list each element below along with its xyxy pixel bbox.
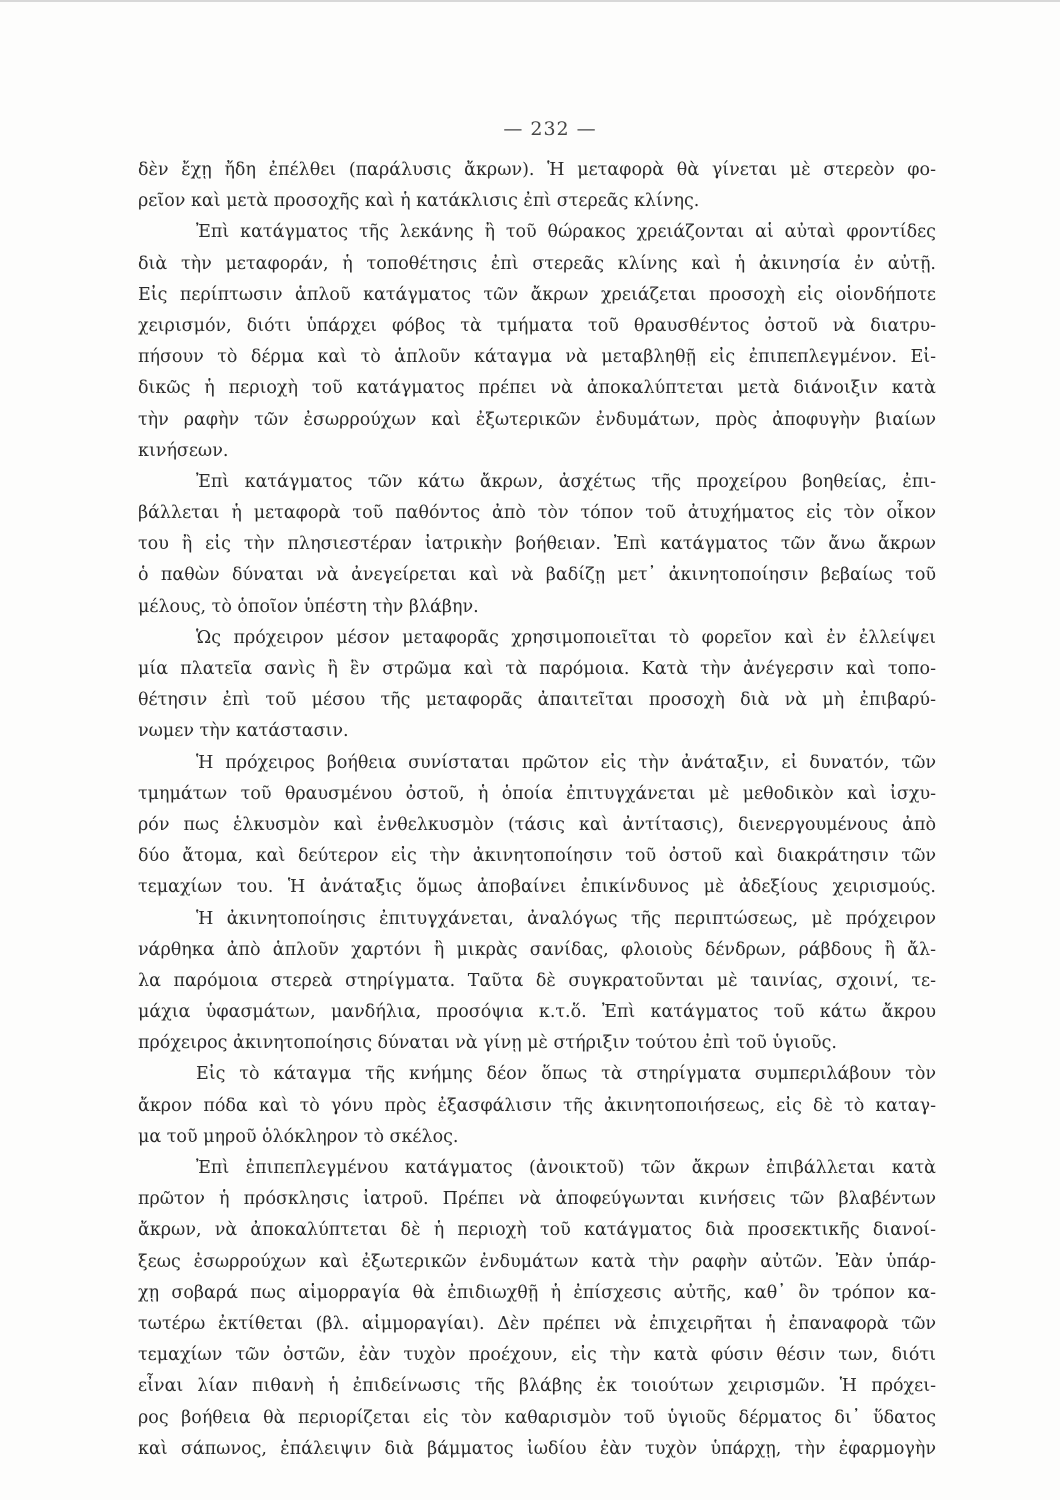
text-line: δύο ἄτομα, καὶ δεύτερον εἰς τὴν ἀκινητοποίησιν τοῦ ὀστοῦ καὶ διακράτησιν τῶν [138,846,936,867]
text-line: ρεῖον καὶ μετὰ προσοχῆς καὶ ἡ κατάκλισις ἐπὶ στερεᾶς κλίνης. [138,191,700,212]
text-line: ἄκρων, νὰ ἀποκαλύπτεται δὲ ἡ περιοχὴ τοῦ κατάγματος διὰ προσεκτικῆς διανοί- [138,1220,936,1241]
text-line: ξεως ἐσωρρούχων καὶ ἐξωτερικῶν ἐνδυμάτων κατὰ τὴν ραφὴν αὐτῶν. Ἐὰν ὑπάρ- [138,1251,936,1272]
text-line: ρος βοήθεια θὰ περιορίζεται εἰς τὸν καθαρισμὸν τοῦ ὑγιοῦς δέρματος δι᾽ ὕδατος [138,1407,936,1428]
text-line: Ὡς πρόχειρον μέσον μεταφορᾶς χρησιμοποιεῖται τὸ φορεῖον καὶ ἐν ἐλλείψει [196,627,936,648]
text-line: τὴν ραφὴν τῶν ἐσωρρούχων καὶ ἐξωτερικῶν ἐνδυμάτων, πρὸς ἀποφυγὴν βιαίων [138,409,936,430]
text-line: Ἐπὶ κατάγματος τῶν κάτω ἄκρων, ἀσχέτως τῆς προχείρου βοηθείας, ἐπι- [196,471,936,492]
text-line: δὲν ἔχῃ ἤδη ἐπέλθει (παράλυσις ἄκρων). Ἡ μεταφορὰ θὰ γίνεται μὲ στερεὸν φο- [138,160,936,180]
text-line: ἄκρον πόδα καὶ τὸ γόνυ πρὸς ἐξασφάλισιν τῆς ἀκινητοποιήσεως, εἰς δὲ τὸ καταγ- [138,1095,936,1116]
text-line: κινήσεων. [138,440,229,461]
text-line: Εἰς τὸ κάταγμα τῆς κνήμης δέον ὅπως τὰ στηρίγματα συμπεριλάβουν τὸν [196,1064,936,1085]
text-line: τεμαχίων τῶν ὀστῶν, ἐὰν τυχὸν προέχουν, εἰς τὴν κατὰ φύσιν θέσιν των, διότι [138,1345,936,1366]
text-line: λα παρόμοια στερεὰ στηρίγματα. Ταῦτα δὲ συγκρατοῦνται μὲ ταινίας, σχοινί, τε- [138,970,936,991]
text-line: πρόχειρος ἀκινητοποίησις δύναται νὰ γίνῃ μὲ στήριξιν τούτου ἐπὶ τοῦ ὑγιοῦς. [138,1033,837,1054]
text-line: ρόν πως ἑλκυσμὸν καὶ ἐνθελκυσμὸν (τάσις καὶ ἀντίτασις), διενεργουμένους ἀπὸ [138,814,936,835]
text-line: μα τοῦ μηροῦ ὁλόκληρον τὸ σκέλος. [138,1126,459,1147]
text-line: Εἰς περίπτωσιν ἁπλοῦ κατάγματος τῶν ἄκρων χρειάζεται προσοχὴ εἰς οἱονδήποτε [138,284,936,305]
page-edge [0,0,1060,2]
body-text [138,155,936,1465]
text-line: Ἡ ἀκινητοποίησις ἐπιτυγχάνεται, ἀναλόγως τῆς περιπτώσεως, μὲ πρόχειρον [196,908,936,929]
text-line: πρῶτον ἡ πρόσκλησις ἰατροῦ. Πρέπει νὰ ἀποφεύγωνται κινήσεις τῶν βλαβέντων [138,1189,936,1210]
text-line: καὶ σάπωνος, ἐπάλειψιν διὰ βάμματος ἰωδίου ἐὰν τυχὸν ὑπάρχῃ, τὴν ἐφαρμογὴν [138,1438,936,1459]
text-line: του ἢ εἰς τὴν πλησιεστέραν ἰατρικὴν βοήθειαν. Ἐπὶ κατάγματος τῶν ἄνω ἄκρων [138,534,936,555]
text-line: νάρθηκα ἀπὸ ἁπλοῦν χαρτόνι ἢ μικρὰς σανίδας, φλοιοὺς δένδρων, ράβδους ἢ ἄλ- [138,939,936,960]
text-line: μάχια ὑφασμάτων, μανδήλια, προσόψια κ.τ.ὅ. Ἐπὶ κατάγματος τοῦ κάτω ἄκρου [138,1002,936,1023]
text-line: μέλους, τὸ ὁποῖον ὑπέστη τὴν βλάβην. [138,596,479,617]
text-line: χῃ σοβαρά πως αἱμορραγία θὰ ἐπιδιωχθῇ ἡ ἐπίσχεσις αὐτῆς, καθ᾽ ὃν τρόπον κα- [138,1282,936,1303]
text-line: θέτησιν ἐπὶ τοῦ μέσου τῆς μεταφορᾶς ἀπαιτεῖται προσοχὴ διὰ νὰ μὴ ἐπιβαρύ- [138,690,936,711]
text-line: διὰ τὴν μεταφοράν, ἡ τοποθέτησις ἐπὶ στερεᾶς κλίνης καὶ ἡ ἀκινησία ἐν αὐτῇ. [138,253,936,274]
text-line: δικῶς ἡ περιοχὴ τοῦ κατάγματος πρέπει νὰ ἀποκαλύπτεται μετὰ διάνοιξιν κατὰ [138,378,936,399]
text-line: τεμαχίων του. Ἡ ἀνάταξις ὅμως ἀποβαίνει ἐπικίνδυνος μὲ ἀδεξίους χειρισμούς. [138,877,936,898]
text-line: μία πλατεῖα σανὶς ἢ ἓν στρῶμα καὶ τὰ παρόμοια. Κατὰ τὴν ἀνέγερσιν καὶ τοπο- [138,659,936,679]
text-line: Ἡ πρόχειρος βοήθεια συνίσταται πρῶτον εἰς τὴν ἀνάταξιν, εἰ δυνατόν, τῶν [196,752,936,773]
text-line: τμημάτων τοῦ θραυσμένου ὀστοῦ, ἡ ὁποία ἐπιτυγχάνεται μὲ μεθοδικὸν καὶ ἰσχυ- [138,783,936,804]
text-line: Ἐπὶ ἐπιπεπλεγμένου κατάγματος (ἀνοικτοῦ) τῶν ἄκρων ἐπιβάλλεται κατὰ [196,1158,936,1178]
text-line: τωτέρω ἐκτίθεται (βλ. αἱμμοραγίαι). Δὲν πρέπει νὰ ἐπιχειρῆται ἡ ἐπαναφορὰ τῶν [138,1313,936,1334]
text-line: πήσουν τὸ δέρμα καὶ τὸ ἁπλοῦν κάταγμα νὰ μεταβληθῇ εἰς ἐπιπεπλεγμένον. Εἰ- [138,347,936,368]
text-line: εἶναι λίαν πιθανὴ ἡ ἐπιδείνωσις τῆς βλάβης ἐκ τοιούτων χειρισμῶν. Ἡ πρόχει- [138,1376,936,1397]
text-line: χειρισμόν, διότι ὑπάρχει φόβος τὰ τμήματα τοῦ θραυσθέντος ὀστοῦ νὰ διατρυ- [138,315,936,336]
text-line: βάλλεται ἡ μεταφορὰ τοῦ παθόντος ἀπὸ τὸν τόπον τοῦ ἀτυχήματος εἰς τὸν οἶκον [138,503,936,524]
text-line: Ἐπὶ κατάγματος τῆς λεκάνης ἢ τοῦ θώρακος χρειάζονται αἱ αὐταὶ φροντίδες [196,222,936,243]
page-number: — 232 — [503,118,597,140]
text-line: ὁ παθὼν δύναται νὰ ἀνεγείρεται καὶ νὰ βαδίζῃ μετ᾽ ἀκινητοποίησιν βεβαίως τοῦ [138,565,936,586]
text-line: νωμεν τὴν κατάστασιν. [138,721,349,742]
